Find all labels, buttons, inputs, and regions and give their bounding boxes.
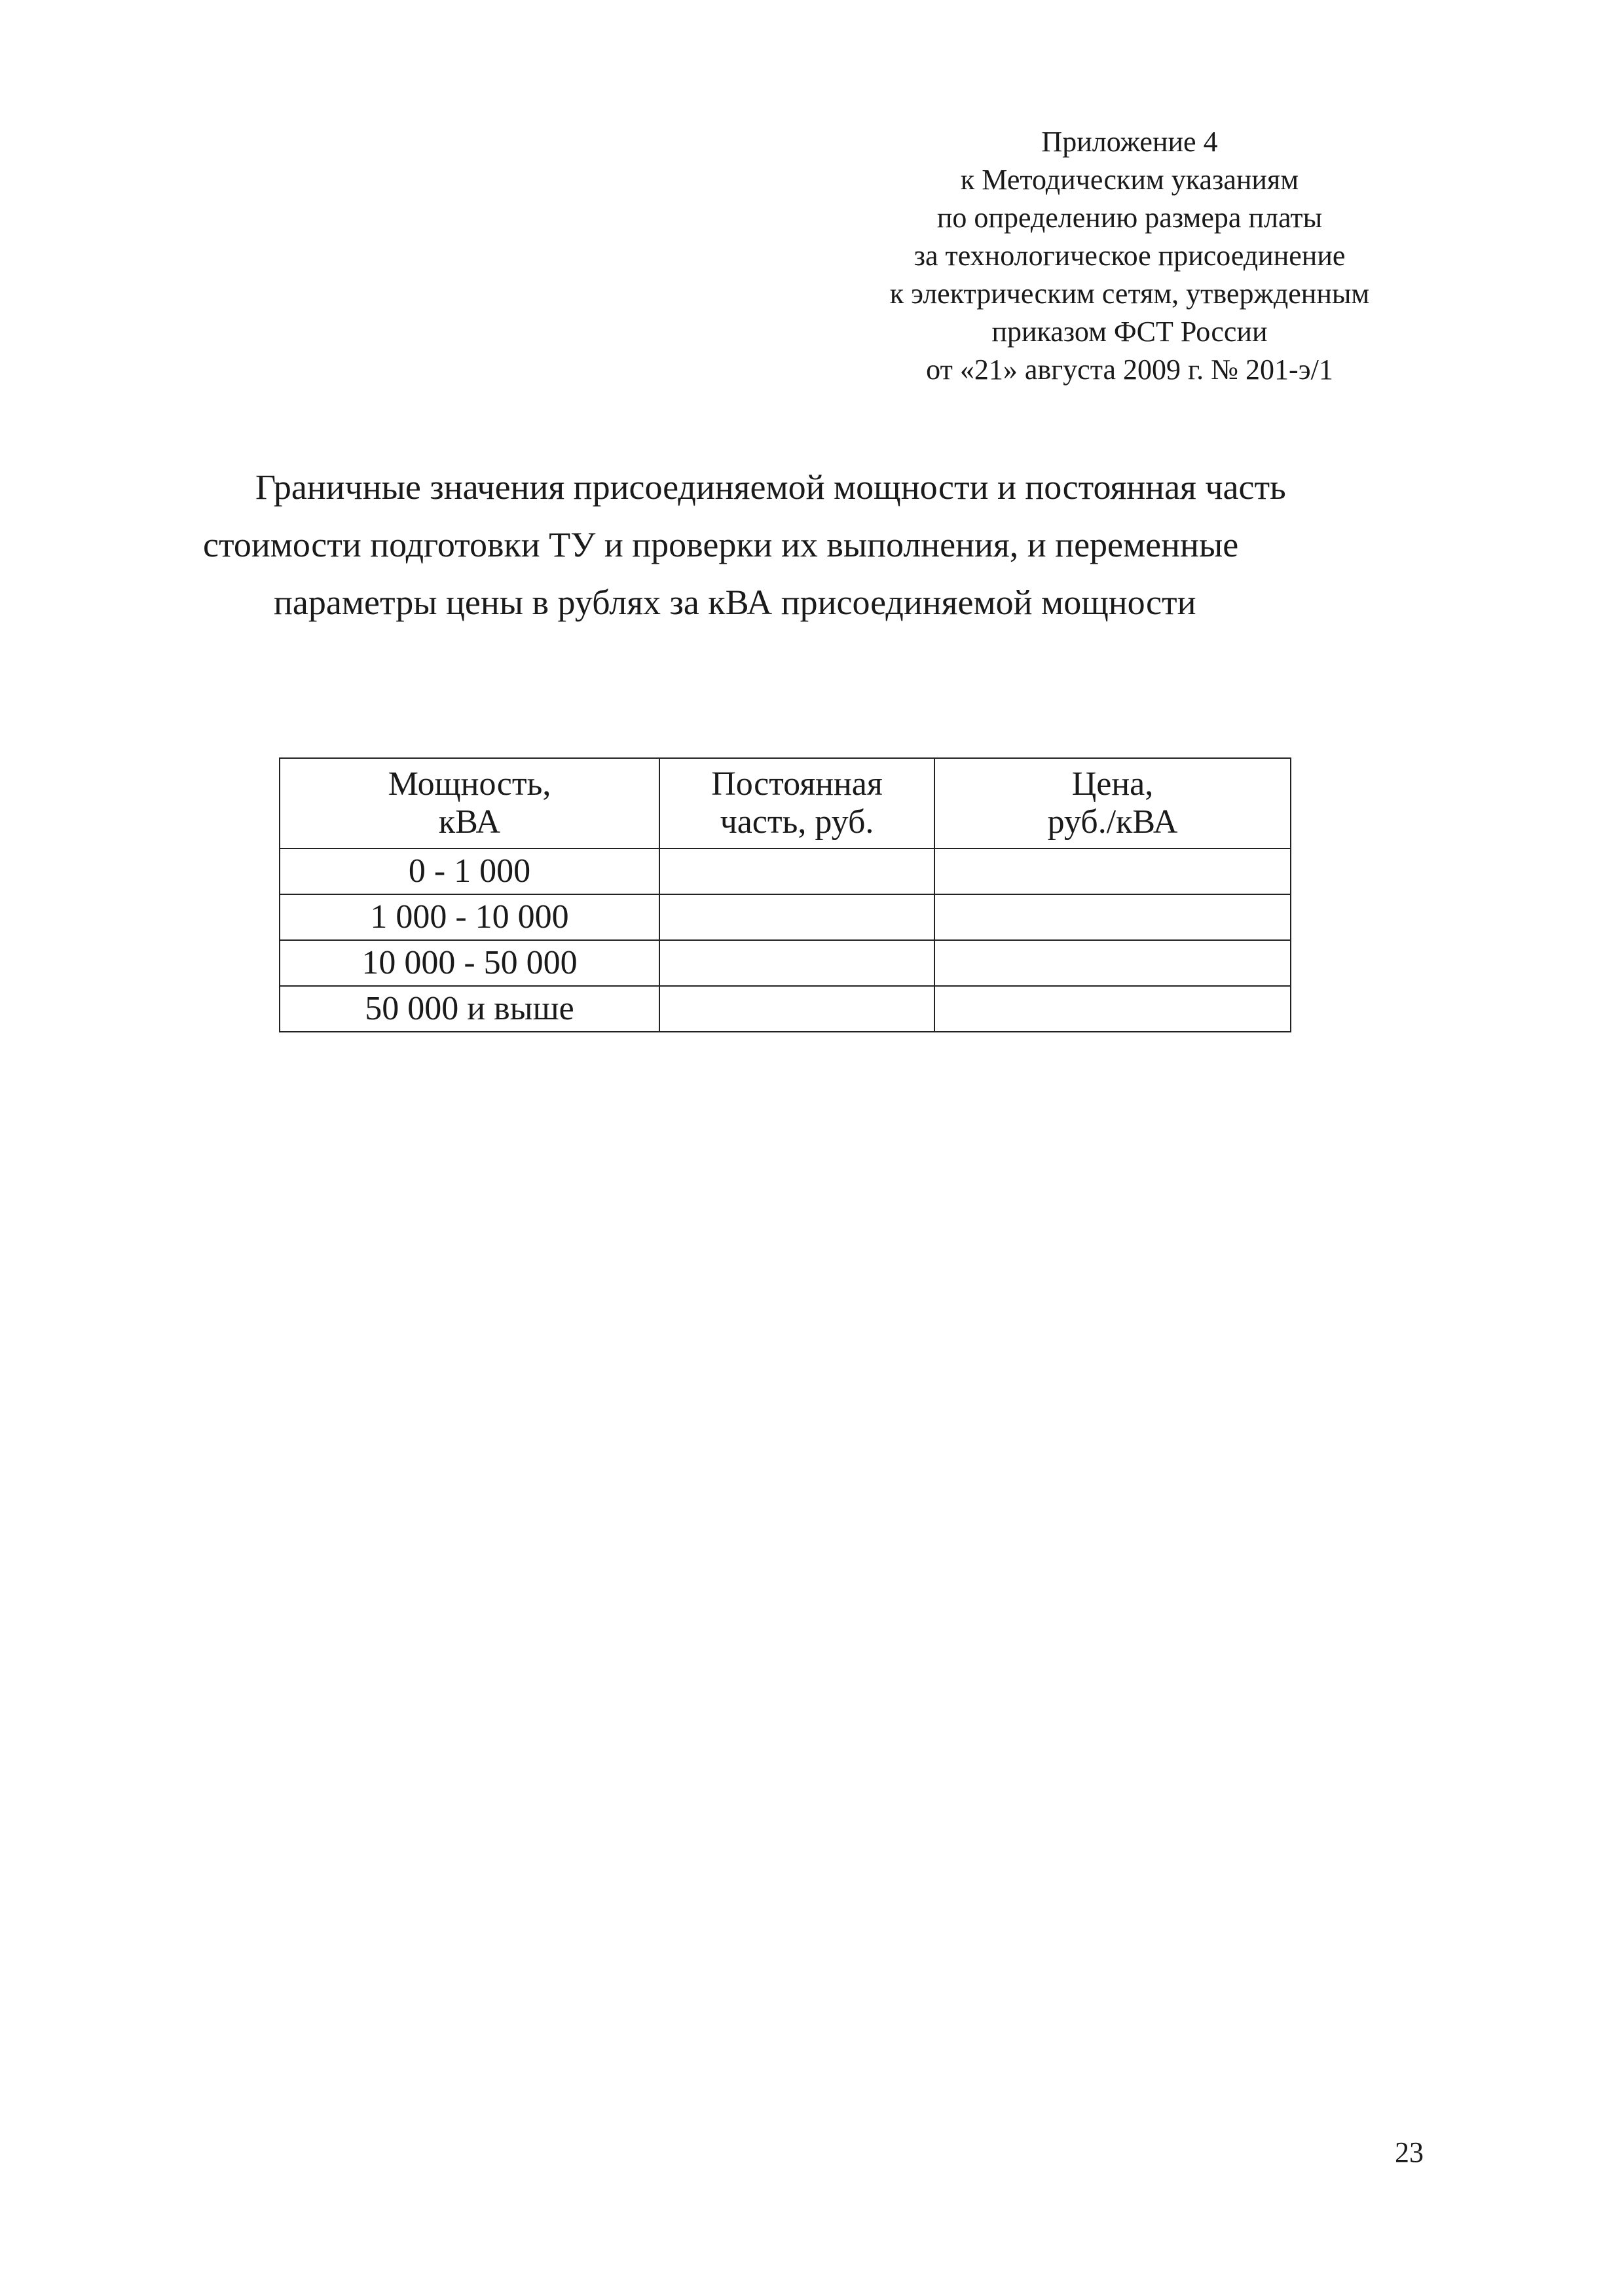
cell-fixed <box>659 848 934 894</box>
table-row <box>280 894 1291 940</box>
header-power <box>280 758 659 848</box>
tariff-table <box>279 757 1291 1032</box>
appendix-line-5: к электрическим сетям, утвержденным <box>889 278 1370 310</box>
appendix-line-3: по определению размера платы <box>936 202 1323 234</box>
appendix-reference <box>809 123 1450 389</box>
title-line-1: Граничные значения присоединяемой мощности и постоянная часть <box>255 467 1286 507</box>
cell-fixed <box>659 986 934 1032</box>
header-fixed-part <box>659 758 934 848</box>
title-line-2: стоимости подготовки ТУ и проверки их выполнения, и переменные <box>203 525 1239 564</box>
cell-price <box>934 986 1291 1032</box>
header-fixed-line-2: часть, руб. <box>720 803 874 841</box>
cell-power: 10 000 - 50 000 <box>280 940 659 986</box>
cell-fixed <box>659 894 934 940</box>
header-price <box>934 758 1291 848</box>
table-row <box>280 848 1291 894</box>
cell-price <box>934 940 1291 986</box>
title-line-3: параметры цены в рублях за кВА присоединяемой мощности <box>274 583 1196 622</box>
header-power-line-1: Мощность, <box>388 765 551 803</box>
cell-power: 0 - 1 000 <box>280 848 659 894</box>
table-row <box>280 986 1291 1032</box>
cell-price <box>934 894 1291 940</box>
cell-fixed <box>659 940 934 986</box>
page-number: 23 <box>1395 2136 1424 2168</box>
cell-price <box>934 848 1291 894</box>
appendix-line-6: приказом ФСТ России <box>991 316 1268 348</box>
header-fixed-line-1: Постоянная <box>711 765 883 803</box>
table-row <box>280 940 1291 986</box>
cell-power: 50 000 и выше <box>280 986 659 1032</box>
appendix-line-1: Приложение 4 <box>1041 126 1218 158</box>
header-price-line-2: руб./кВА <box>1047 803 1178 841</box>
header-power-line-2: кВА <box>438 803 501 841</box>
appendix-line-7: от «21» августа 2009 г. № 201-э/1 <box>926 354 1333 386</box>
table-header-row <box>280 758 1291 848</box>
header-price-line-1: Цена, <box>1071 765 1154 803</box>
appendix-line-4: за технологическое присоединение <box>913 240 1346 272</box>
cell-power: 1 000 - 10 000 <box>280 894 659 940</box>
appendix-line-2: к Методическим указаниям <box>960 164 1299 196</box>
